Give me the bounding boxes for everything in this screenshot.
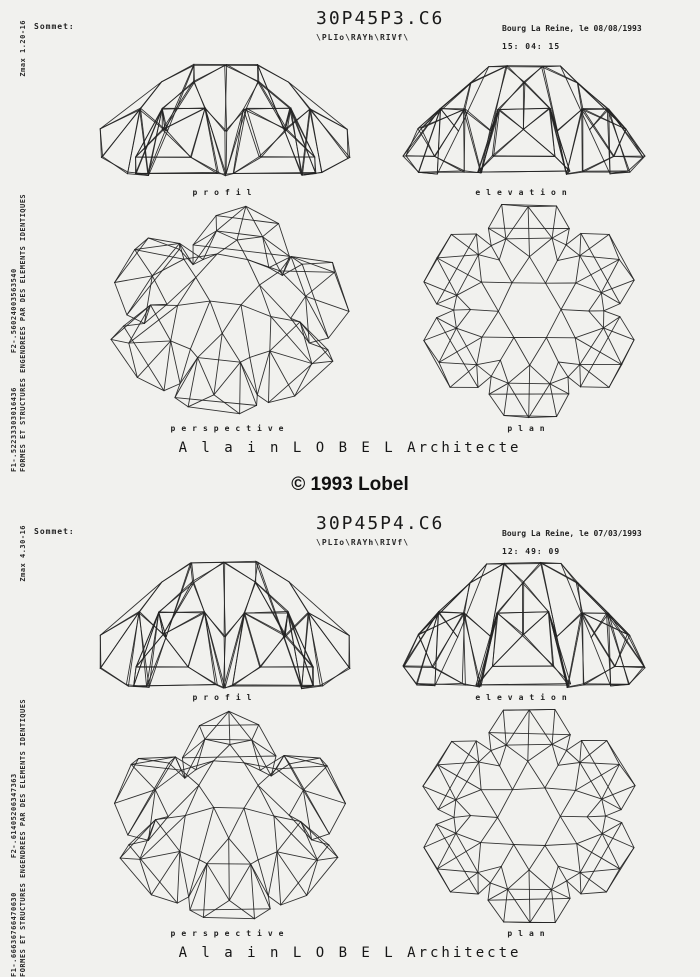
sheet-header (316, 8, 444, 42)
sheet-subtitle: \PLIo\RAYh\RIVf\ (316, 33, 444, 42)
factor-f1: F1-.66636766470630 (10, 892, 18, 977)
copyright-watermark: © 1993 Lobel (0, 474, 700, 496)
wireframe-perspective (88, 707, 372, 923)
view-label-elevation: elevation (398, 693, 650, 702)
factor-f1: F1-.52233303016436 (10, 387, 18, 472)
wireframe-elevation (398, 557, 650, 693)
plot-meta (502, 529, 642, 556)
sheet-title: 30P45P4.C6 (316, 513, 444, 534)
sommet-label: Sommet: (34, 22, 75, 31)
sidebar-title: FORMES ET STRUCTURES ENGENDREES PAR DES ELEMENTS IDENTIQUES (19, 194, 28, 472)
wireframe-profil (95, 557, 355, 693)
sidebar-rotated-text (10, 20, 28, 472)
wireframe-plan (400, 200, 658, 422)
view-label-plan: plan (400, 929, 658, 938)
architect-signature: A l a i n L O B E L Architecte (0, 945, 700, 961)
sidebar-zmax: Zmax 1.20-16 (19, 20, 28, 77)
sheet-p3 (0, 0, 700, 480)
view-label-profil: profil (95, 693, 355, 702)
wireframe-plan (400, 705, 658, 927)
view-label-perspective: perspective (88, 424, 372, 433)
sheet-title: 30P45P3.C6 (316, 8, 444, 29)
factor-f2: F2-.61405206347363 (10, 773, 18, 858)
sidebar-factors (10, 525, 19, 977)
plot-time: 15: 04: 15 (502, 42, 642, 51)
view-label-profil: profil (95, 188, 355, 197)
factor-f2: F2-.56024003563540 (10, 268, 18, 353)
architect-signature: A l a i n L O B E L Architecte (0, 440, 700, 456)
sommet-label: Sommet: (34, 527, 75, 536)
sidebar-factors (10, 20, 19, 472)
wireframe-elevation (398, 52, 650, 188)
view-label-plan: plan (400, 424, 658, 433)
view-label-perspective: perspective (88, 929, 372, 938)
sidebar-title: FORMES ET STRUCTURES ENGENDREES PAR DES ELEMENTS IDENTIQUES (19, 699, 28, 977)
place-date: Bourg La Reine, le 07/03/1993 (502, 529, 642, 538)
sidebar-zmax: Zmax 4.30-16 (19, 525, 28, 582)
wireframe-perspective (88, 202, 372, 418)
plot-meta (502, 24, 642, 51)
sheet-subtitle: \PLIo\RAYh\RIVf\ (316, 538, 444, 547)
view-label-elevation: elevation (398, 188, 650, 197)
sheet-header (316, 513, 444, 547)
sidebar-title-line (19, 525, 28, 977)
sidebar-title-line (19, 20, 28, 472)
sheet-p4 (0, 505, 700, 962)
plot-time: 12: 49: 09 (502, 547, 642, 556)
place-date: Bourg La Reine, le 08/08/1993 (502, 24, 642, 33)
wireframe-profil (95, 52, 355, 188)
sidebar-rotated-text (10, 525, 28, 977)
